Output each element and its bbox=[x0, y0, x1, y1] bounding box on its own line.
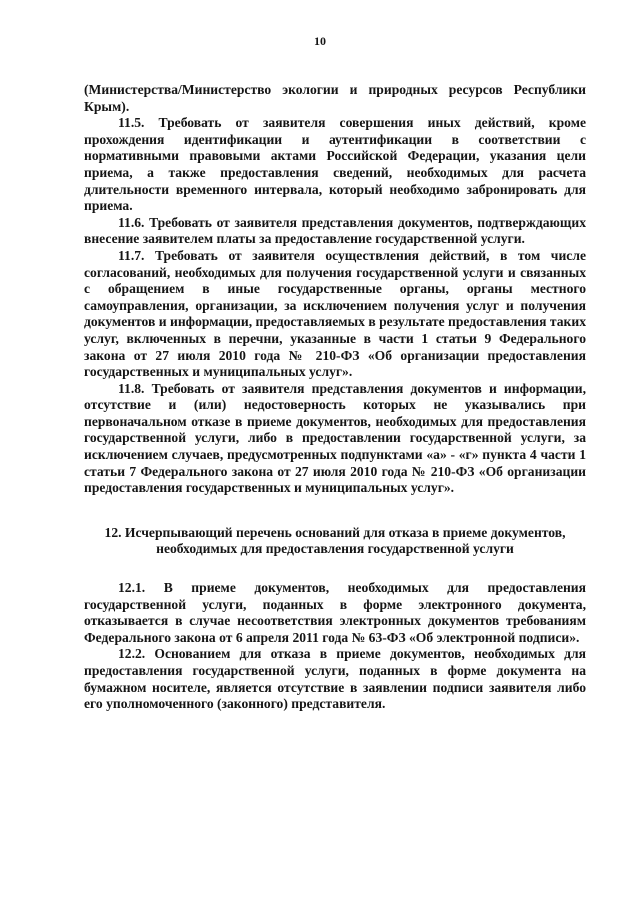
paragraph-12-1: 12.1. В приеме документов, необходимых для предоставления государственной услуги, поданных в форме электронного документа, отказывается в случае несоответствия электронных документов требованиям Федерального закона от 6 апреля 2011 года № 63-ФЗ «Об электронной подписи». bbox=[84, 580, 586, 645]
paragraph-11-7: 11.7. Требовать от заявителя осуществления действий, в том числе согласований, необходимых для получения государственной услуги и связанных с обращением в иные государственные органы, органы местного самоуправления, организации, за исключением получения услуг и получения документов и информации, предоставляемых в результате предоставления таких услуг, включенных в перечни, указанные в части 1 статьи 9 Федерального закона от 27 июля 2010 года № 210-ФЗ «Об организации предоставления государственных и муниципальных услуг». bbox=[84, 247, 586, 380]
section-heading-12: 12. Исчерпывающий перечень оснований для отказа в приеме документов, необходимых для предоставления государственной услуги bbox=[104, 524, 566, 557]
paragraph-11-8: 11.8. Требовать от заявителя представления документов и информации, отсутствие и (или) недостоверность которых не указывались при первоначальном отказе в приеме документов, необходимых для предоставления государственной услуги, либо в предоставлении государственной услуги, за исключением случаев, предусмотренных подпунктами «а» - «г» пункта 4 части 1 статьи 7 Федерального закона от 27 июля 2010 года № 210-ФЗ «Об организации предоставления государственных и муниципальных услуг». bbox=[84, 380, 586, 496]
document-body bbox=[84, 82, 586, 713]
paragraph-11-5: 11.5. Требовать от заявителя совершения иных действий, кроме прохождения идентификации и аутентификации в соответствии с нормативными правовыми актами Российской Федерации, указания цели приема, а также предоставления сведений, необходимых для расчета длительности временного интервала, который необходимо забронировать для приема. bbox=[84, 115, 586, 214]
paragraph-12-2: 12.2. Основанием для отказа в приеме документов, необходимых для предоставления государственной услуги, поданных в форме документа на бумажном носителе, является отсутствие в заявлении подписи заявителя либо его уполномоченного (законного) представителя. bbox=[84, 646, 586, 712]
page-number: 10 bbox=[314, 34, 326, 48]
paragraph-11-6: 11.6. Требовать от заявителя представления документов, подтверждающих внесение заявителем платы за предоставление государственной услуги. bbox=[84, 214, 586, 247]
paragraph-continuation: (Министерства/Министерство экологии и природных ресурсов Республики Крым). bbox=[84, 82, 586, 114]
